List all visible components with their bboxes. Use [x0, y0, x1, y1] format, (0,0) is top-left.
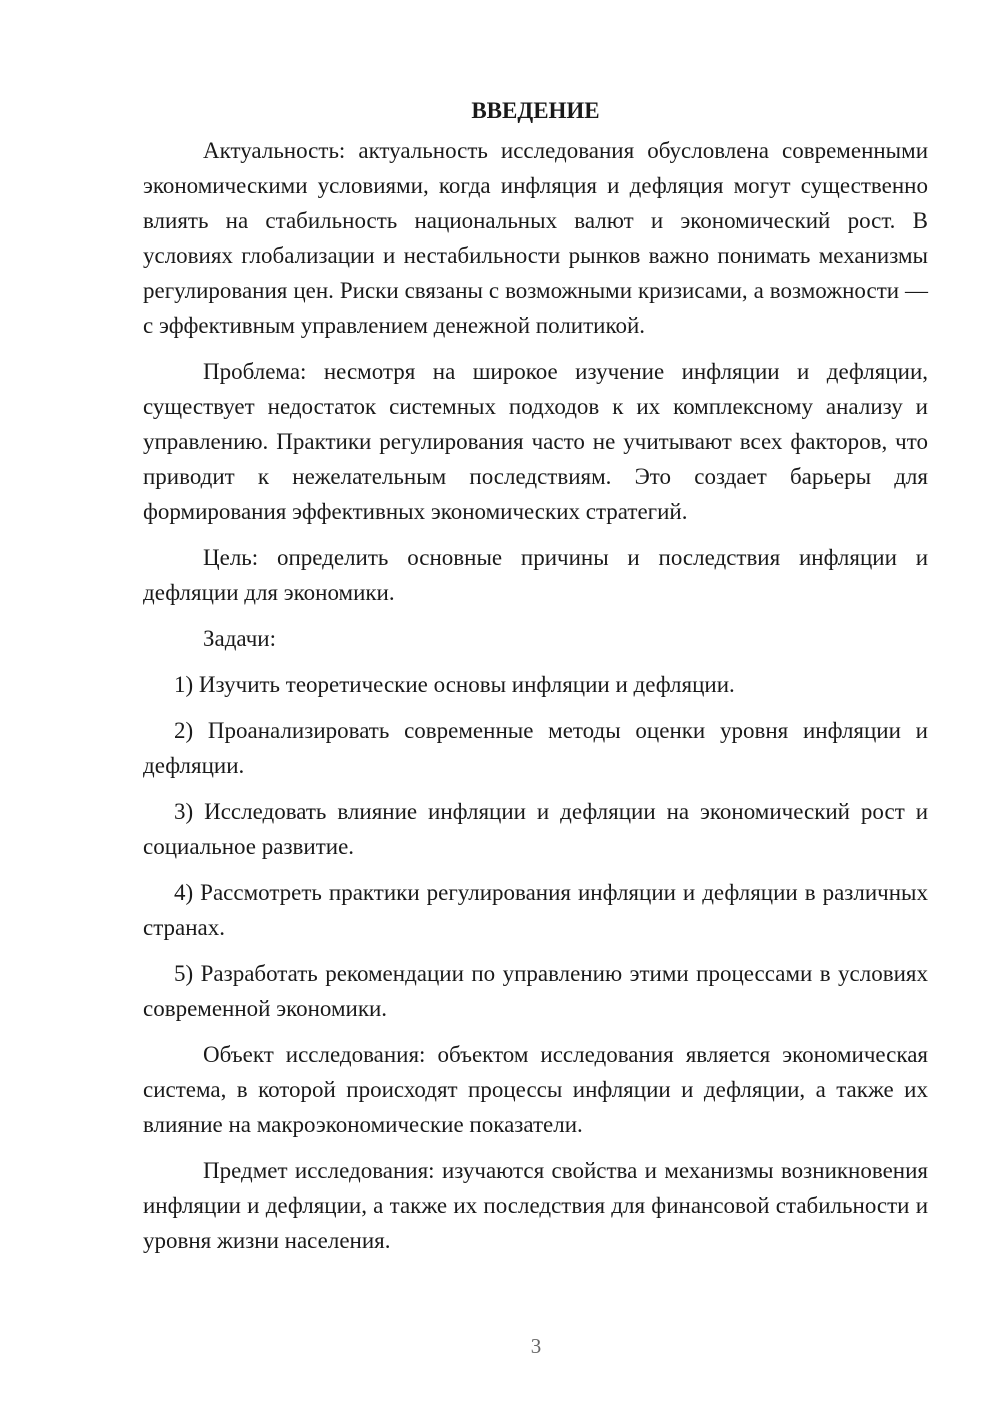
page-title: ВВЕДЕНИЕ: [471, 98, 600, 123]
task-item-3: 3) Исследовать влияние инфляции и дефляции на экономический рост и социальное развитие.: [143, 799, 928, 859]
subject-paragraph: Предмет исследования: изучаются свойства и механизмы возникновения инфляции и дефляции, а также их последствия для финансовой стабильности и уровня жизни населения.: [143, 1158, 928, 1253]
relevance-paragraph: Актуальность: актуальность исследования обусловлена современными экономическими условиями, когда инфляция и дефляция могут существенно влиять на стабильность национальных валют и экономический рост. В условиях глобализации и нестабильности рынков важно понимать механизмы регулирования цен. Риски связаны с возможными кризисами, а возможности — с эффективным управлением денежной политикой.: [143, 138, 928, 338]
tasks-heading: Задачи:: [203, 626, 276, 651]
task-item-2: 2) Проанализировать современные методы оценки уровня инфляции и дефляции.: [143, 718, 928, 778]
task-item-1: 1) Изучить теоретические основы инфляции и дефляции.: [174, 672, 735, 697]
document-body: [143, 96, 928, 1258]
task-item-5: 5) Разработать рекомендации по управлению этими процессами в условиях современной экономики.: [143, 961, 928, 1021]
task-item-4: 4) Рассмотреть практики регулирования инфляции и дефляции в различных странах.: [143, 880, 928, 940]
page-number: 3: [530, 1334, 542, 1358]
problem-paragraph: Проблема: несмотря на широкое изучение инфляции и дефляции, существует недостаток системных подходов к их комплексному анализу и управлению. Практики регулирования часто не учитывают всех факторов, что приводит к нежелательным последствиям. Это создает барьеры для формирования эффективных экономических стратегий.: [143, 359, 928, 524]
goal-paragraph: Цель: определить основные причины и последствия инфляции и дефляции для экономики.: [143, 545, 928, 605]
object-paragraph: Объект исследования: объектом исследования является экономическая система, в которой происходят процессы инфляции и дефляции, а также их влияние на макроэкономические показатели.: [143, 1042, 928, 1137]
